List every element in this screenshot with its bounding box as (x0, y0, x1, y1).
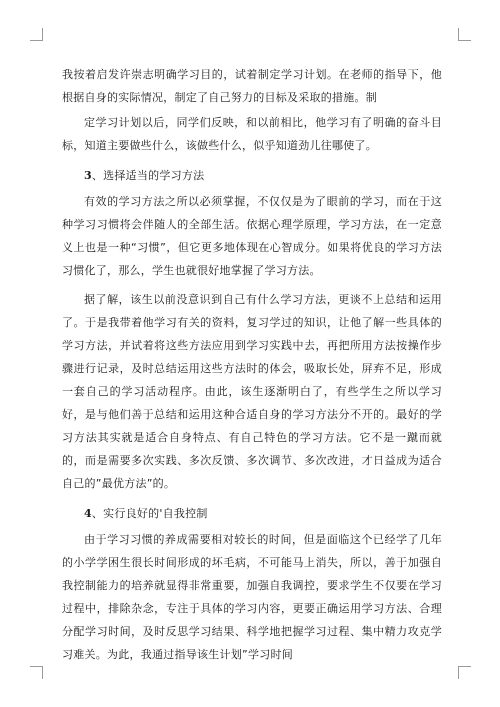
section-heading-3 (62, 163, 442, 188)
paragraph-learning-plan: 我按着启发许崇志明确学习目的，试着制定学习计划。在老师的指导下，他根据自身的实际情况，制定了自己努力的目标及采取的措施。制 (62, 68, 442, 104)
document-body (62, 63, 442, 666)
section-title: 、选择适当的学习方法 (91, 169, 205, 182)
paragraph-effective-methods: 有效的学习方法之所以必须掌握，不仅仅是为了眼前的学习，而在于这种学习习惯将会伴随人的全部生活。依据心理学原理，学习方法，在一定意义上也是一种“习惯”，但它更多地体现在心智成分。如果将优良的学习方法习惯化了，那么，学生也就很好地掌握了学习方法。 (62, 195, 442, 277)
section-title: 、实行良好的'自我控制 (91, 507, 208, 520)
paragraph-plan-result: 定学习计划以后，同学们反映，和以前相比，他学习有了明确的奋斗目标，知道主要做些什么，该做些什么，似乎知道劲儿往哪使了。 (62, 116, 442, 152)
crop-mark-top-left (30, 28, 43, 41)
paragraph-self-control: 由于学习习惯的养成需要相对较长的时间，但是面临这个已经学了几年的小学学困生很长时间形成的坏毛病，不可能马上消失，所以，善于加强自我控制能力的培养就显得非常重要，加强自我调控，要求学生不仅要在学习过程中，排除杂念，专注于具体的学习内容，更要正确运用学习方法、合理分配学习时间，及时反思学习结果、科学地把握学习过程、集中精力攻克学习难关。为此，我通过指导该生计划”学习时间 (62, 533, 442, 661)
paragraph-student-methods: 据了解，该生以前没意识到自己有什么学习方法，更谈不上总结和运用了。于是我带着他学习有关的资料，复习学过的知识，让他了解一些具体的学习方法，并试着将这些方法应用到学习实践中去，再把所用方法按操作步骤进行记录，及时总结运用这些方法时的体会，吸取长处，屏弃不足，形成一套自己的学习活动程序。由此，该生逐渐明白了，有些学生之所以学习好，是与他们善于总结和运用这种合适自身的学习方法分不开的。最好的学习方法其实就是适合自身特点、有自己特色的学习方法。它不是一蹴而就的，而是需要多次实践、多次反馈、多次调节、多次改进，才日益成为适合自己的”最优方法”的。 (62, 293, 442, 490)
section-number: 4 (84, 507, 92, 520)
section-heading-4 (62, 501, 442, 526)
crop-mark-top-right (458, 28, 471, 41)
section-number: 3 (84, 169, 92, 182)
crop-mark-bottom-left (30, 666, 43, 679)
crop-mark-bottom-right (458, 666, 471, 679)
